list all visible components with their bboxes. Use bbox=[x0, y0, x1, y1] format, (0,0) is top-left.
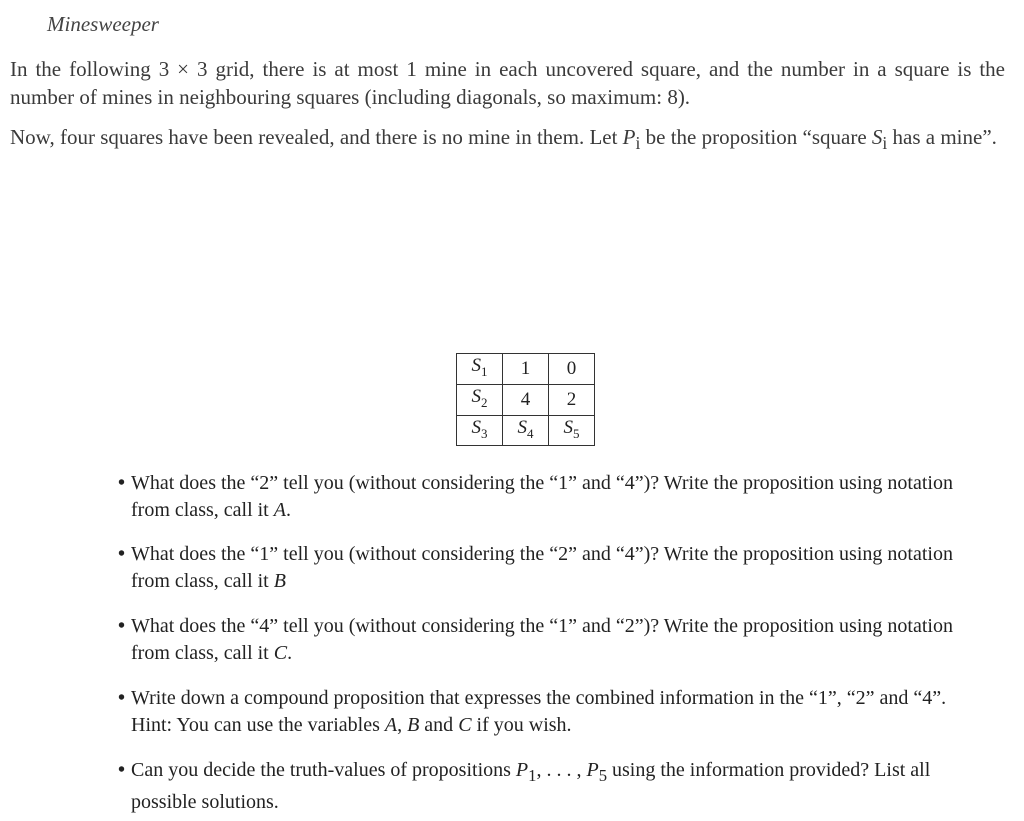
grid-cell-s1: $S_1$ bbox=[457, 354, 503, 385]
intro-p2-text-1: Now, four squares have been revealed, and there is no mine in them. Let bbox=[10, 125, 623, 149]
question-4 bbox=[118, 685, 988, 739]
intro-paragraph-1: In the following 3 × 3 grid, there is at most 1 mine in each uncovered square, and the number in a square is the number of mines in neighbouring squares (including diagonals, so maximum: 8). bbox=[10, 57, 1005, 109]
var-s-sub: i bbox=[882, 133, 888, 154]
var-p: P bbox=[622, 125, 636, 149]
grid-cell-number: 0 bbox=[549, 354, 595, 385]
question-2 bbox=[118, 541, 988, 595]
intro-p2-text-3: has a mine”. bbox=[887, 125, 997, 149]
question-5 bbox=[118, 757, 988, 816]
grid-cell-s4: $S_4$ bbox=[503, 415, 549, 446]
bullet-icon: • bbox=[118, 543, 126, 565]
grid-row bbox=[457, 354, 595, 385]
question-1 bbox=[118, 470, 988, 524]
question-text: What does the “4” tell you (without considering the “1” and “2”)? Write the proposition using notation from class, call it C. bbox=[131, 615, 953, 664]
grid-row bbox=[457, 384, 595, 415]
var-p-sub: i bbox=[635, 133, 641, 154]
minesweeper-grid bbox=[456, 353, 595, 446]
intro-p2-text-2: be the proposition “square bbox=[640, 125, 872, 149]
grid-row bbox=[457, 415, 595, 446]
bullet-icon: • bbox=[118, 472, 126, 494]
grid-cell-number: 2 bbox=[549, 384, 595, 415]
question-3 bbox=[118, 613, 988, 667]
question-text: Can you decide the truth-values of propositions $P_1$, . . . , $P_5$ using the information provided? List all possible solutions. bbox=[131, 759, 931, 813]
var-s: S bbox=[871, 125, 883, 149]
question-text: What does the “1” tell you (without considering the “2” and “4”)? Write the proposition using notation from class, call it B bbox=[131, 543, 953, 592]
grid-cell-number: 1 bbox=[503, 354, 549, 385]
bullet-icon: • bbox=[118, 687, 126, 709]
bullet-icon: • bbox=[118, 759, 126, 781]
grid-cell-s2: $S_2$ bbox=[457, 384, 503, 415]
grid-cell-s5: $S_5$ bbox=[549, 415, 595, 446]
question-text: Write down a compound proposition that expresses the combined information in the “1”, “2” and “4”. Hint: You can use the variables A, B and C if you wish. bbox=[131, 687, 947, 736]
bullet-icon: • bbox=[118, 615, 126, 637]
question-text: What does the “2” tell you (without considering the “1” and “4”)? Write the proposition using notation from class, call it A. bbox=[131, 472, 953, 521]
document-title: Minesweeper bbox=[47, 12, 159, 36]
grid-cell-s3: $S_3$ bbox=[457, 415, 503, 446]
intro-paragraph-2 bbox=[10, 123, 1005, 157]
grid-cell-number: 4 bbox=[503, 384, 549, 415]
